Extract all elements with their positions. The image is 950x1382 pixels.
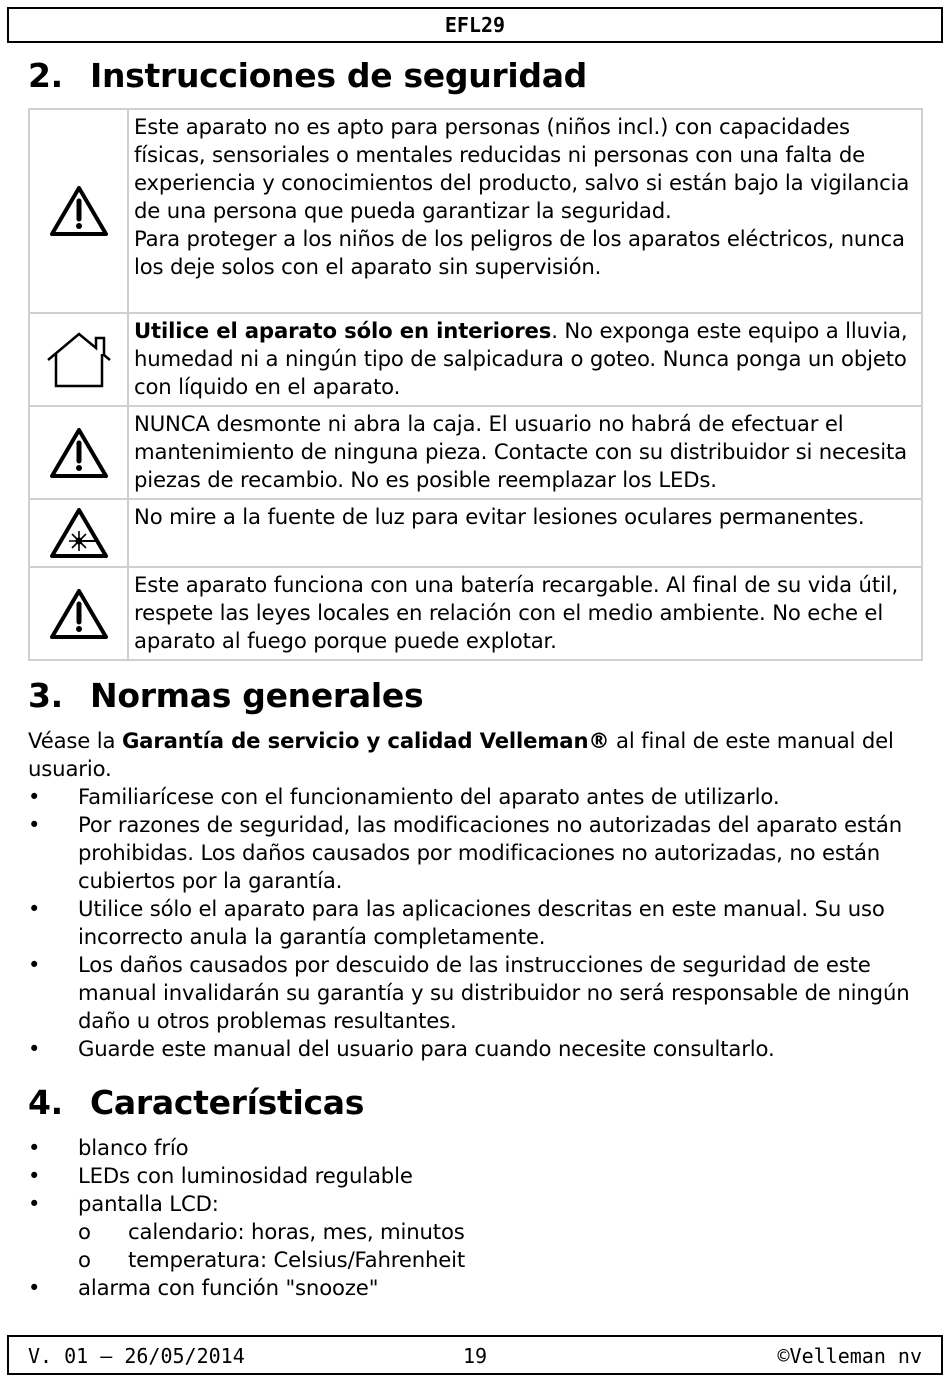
safety-icon-cell: [29, 109, 128, 313]
section-3-heading: [28, 676, 423, 715]
section-title: Instrucciones de seguridad: [90, 56, 587, 95]
sub-list-text: calendario: horas, mes, minutos: [128, 1219, 465, 1244]
safety-text: Este aparato funciona con una batería recargable. Al final de su vida útil, respete las leyes locales en relación con el medio ambiente. No eche el aparato al fuego porque puede explotar.: [134, 572, 899, 653]
list-item-text: pantalla LCD:: [78, 1191, 219, 1216]
list-item: • LEDs con luminosidad regulable: [28, 1162, 928, 1190]
sub-bullet-marker: o: [78, 1247, 91, 1272]
list-item: • Por razones de seguridad, las modificaciones no autorizadas del aparato están prohibidas. Los daños causados por modificaciones no autorizadas, no están cubiertos por la garantía.: [28, 811, 928, 895]
page-footer: [7, 1335, 943, 1375]
header-title: EFL29: [444, 13, 506, 37]
rules-list: [28, 783, 928, 1063]
safety-icon-cell: [29, 406, 128, 499]
section-title: Características: [90, 1083, 365, 1122]
safety-text-cell: [128, 567, 922, 660]
laser-warning-icon: [30, 507, 127, 559]
safety-table: [28, 108, 923, 661]
sub-bullet-marker: o: [78, 1219, 91, 1244]
safety-row: [29, 406, 922, 499]
sub-list-text: temperatura: Celsius/Fahrenheit: [128, 1247, 466, 1272]
safety-text: No mire a la fuente de luz para evitar lesiones oculares permanentes.: [134, 504, 865, 529]
list-item: • blanco frío: [28, 1134, 928, 1162]
page-header: [7, 7, 943, 43]
safety-text: . No exponga este equipo a lluvia, humedad ni a ningún tipo de salpicadura o goteo. Nunca ponga un objeto con líquido en el aparato.: [134, 318, 908, 399]
list-item: • Guarde este manual del usuario para cuando necesite consultarlo.: [28, 1035, 928, 1063]
safety-row: [29, 313, 922, 406]
warning-icon: [30, 588, 127, 640]
section-title: Normas generales: [90, 676, 424, 715]
sub-list: [78, 1218, 928, 1274]
list-item: • Los daños causados por descuido de las instrucciones de seguridad de este manual invalidarán su garantía y su distribuidor no será responsable de ningún daño u otros problemas resultantes.: [28, 951, 928, 1035]
section-4-heading: [28, 1083, 364, 1122]
indoor-house-icon: [30, 330, 127, 390]
safety-text-cell: [128, 313, 922, 406]
section-2-heading: [28, 56, 587, 95]
safety-text: Para proteger a los niños de los peligros de los aparatos eléctricos, nunca los deje solos con el aparato sin supervisión.: [134, 226, 905, 279]
section-number: 3.: [28, 676, 63, 715]
list-item: • Utilice sólo el aparato para las aplicaciones descritas en este manual. Su uso incorrecto anula la garantía completamente.: [28, 895, 928, 951]
warning-icon: [30, 427, 127, 479]
safety-icon-cell: [29, 499, 128, 567]
copyright: ©Velleman nv: [777, 1344, 922, 1368]
list-item: [28, 1190, 928, 1274]
page-number: 19: [462, 1344, 488, 1368]
warning-icon: [30, 185, 127, 237]
safety-row: [29, 109, 922, 313]
safety-text-bold: Utilice el aparato sólo en interiores: [134, 318, 552, 343]
sub-list-item: [78, 1246, 928, 1274]
section-number: 4.: [28, 1083, 63, 1122]
safety-row: [29, 499, 922, 567]
intro-text: Véase la: [28, 728, 122, 753]
safety-text-cell: [128, 499, 922, 567]
safety-text-cell: [128, 406, 922, 499]
safety-icon-cell: [29, 313, 128, 406]
warranty-reference: Garantía de servicio y calidad Velleman®: [121, 728, 610, 753]
sub-list-item: [78, 1218, 928, 1246]
list-item: • Familiarícese con el funcionamiento del aparato antes de utilizarlo.: [28, 783, 928, 811]
safety-row: [29, 567, 922, 660]
safety-text: Este aparato no es apto para personas (niños incl.) con capacidades físicas, sensoriales o mentales reducidas ni personas con una falta de experiencia y conocimientos del producto, salvo si están bajo la vigilancia de una persona que pueda garantizar la seguridad.: [134, 114, 910, 223]
safety-text-cell: [128, 109, 922, 313]
features-list: [28, 1134, 928, 1302]
section-number: 2.: [28, 56, 63, 95]
section-4-body: [28, 1134, 928, 1302]
safety-icon-cell: [29, 567, 128, 660]
version-date: V. 01 – 26/05/2014: [28, 1344, 245, 1368]
intro-paragraph: [28, 727, 928, 783]
intro-text: al final de este manual del usuario.: [28, 728, 894, 781]
safety-text: NUNCA desmonte ni abra la caja. El usuario no habrá de efectuar el mantenimiento de ninguna pieza. Contacte con su distribuidor si necesita piezas de recambio. No es posible reemplazar los LEDs.: [134, 411, 907, 492]
list-item: • alarma con función "snooze": [28, 1274, 928, 1302]
section-3-body: [28, 727, 928, 1063]
